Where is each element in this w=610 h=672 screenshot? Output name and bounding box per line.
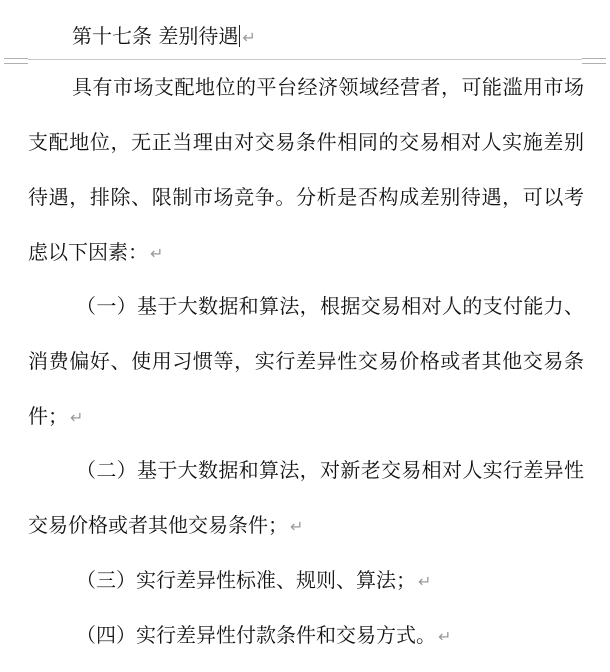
paragraph-item-1[interactable] [28, 279, 584, 445]
paragraph-item-2[interactable] [28, 443, 584, 554]
paragraph-mark-icon: ↵ [418, 572, 432, 591]
paragraph-mark-icon: ↵ [438, 627, 452, 646]
paragraph-mark-icon: ↵ [70, 408, 84, 427]
paragraph-mark-icon: ↵ [242, 28, 256, 47]
article-heading[interactable] [72, 20, 256, 54]
article-title: 第十七条 差别待遇 [72, 24, 239, 48]
paragraph-item-4[interactable] [28, 608, 584, 664]
paragraph-text: （二）基于大数据和算法，对新老交易相对人实行差异性交易价格或者其他交易条件； [28, 458, 584, 537]
paragraph-mark-icon: ↵ [290, 517, 304, 536]
paragraph-text: （一）基于大数据和算法，根据交易相对人的支付能力、消费偏好、使用习惯等，实行差异性交易价格或者其他交易条件； [28, 294, 584, 428]
paragraph-mark-icon: ↵ [150, 244, 164, 263]
margin-corner-mark-left [4, 58, 28, 64]
text-cursor [239, 25, 240, 47]
paragraph-intro[interactable] [28, 60, 584, 281]
paragraph-item-3[interactable] [28, 553, 584, 609]
paragraph-text: （三）实行差异性标准、规则、算法； [76, 568, 416, 592]
margin-corner-mark-right [582, 58, 606, 64]
paragraph-text: 具有市场支配地位的平台经济领域经营者，可能滥用市场支配地位，无正当理由对交易条件相同的交易相对人实施差别待遇，排除、限制市场竞争。分析是否构成差别待遇，可以考虑以下因素： [28, 75, 584, 264]
paragraph-text: （四）实行差异性付款条件和交易方式。 [76, 623, 436, 647]
